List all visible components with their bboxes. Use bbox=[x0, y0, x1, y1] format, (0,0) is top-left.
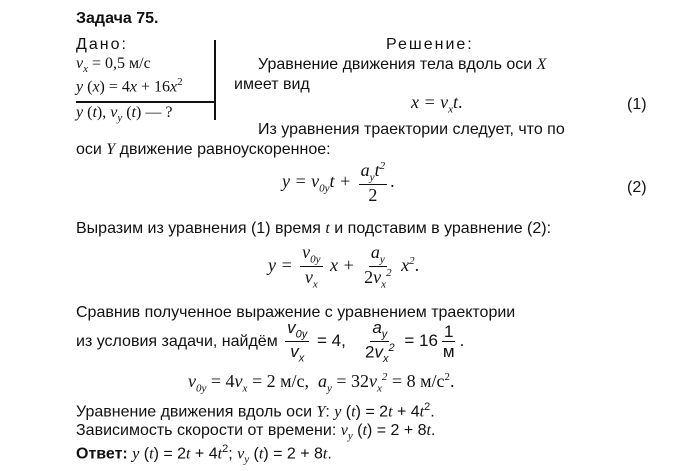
paragraph-1a: Уравнение движения тела вдоль оси X bbox=[258, 56, 547, 73]
equation-3: y = $\frac{v_{0y}}{v_x}$ x + $\frac{a_y}{2v_x^2}$ $x^2$. bbox=[268, 242, 420, 291]
equation-2: $y = v_{0y}t$ + $\frac{a_yt^2}{2}$ . bbox=[282, 160, 395, 206]
paragraph-2b: оси Y движение равноускоренное: bbox=[76, 141, 331, 158]
paragraph-3: Выразим из уравнения (1) время t и подставим в уравнение (2): bbox=[76, 220, 552, 237]
find-line: y (t), $v_y$ (t) — ? bbox=[76, 104, 173, 125]
answer-label: Ответ: bbox=[76, 445, 128, 463]
given-label: Дано: bbox=[76, 36, 128, 53]
equation-2-number: (2) bbox=[627, 179, 647, 196]
paragraph-1b: имеет вид bbox=[234, 76, 310, 93]
paragraph-4b: из условия задачи, найдём $\frac{v_{0y}}{v_x}$ = 4, $\frac{a_y}{2v_x^2}$ = 16 $\frac{1}{м}$ . bbox=[76, 318, 465, 366]
given-vertical-rule bbox=[214, 40, 216, 120]
solution-heading: Решение: bbox=[386, 36, 474, 53]
problem-title: Задача 75. bbox=[76, 10, 159, 27]
given-divider bbox=[76, 101, 215, 103]
given-velocity: $v_x = 0,5$ м/с bbox=[76, 55, 151, 76]
paragraph-2a: Из уравнения траектории следует, что по bbox=[258, 121, 565, 138]
line-velocity: Зависимость скорости от времени: $v_y$ (t) = 2 + 8t. bbox=[76, 422, 436, 443]
equation-1: $x = v_xt$. bbox=[411, 92, 463, 116]
line-motion-y: Уравнение движения вдоль оси Y: y $(t) = 2t + 4t^2$. bbox=[76, 401, 435, 421]
paragraph-4a: Сравнив полученное выражение с уравнением траектории bbox=[76, 304, 516, 321]
given-trajectory: y $(x) = 4x + 16x^2$ bbox=[76, 76, 183, 96]
answer-line: Ответ: y $(t) = 2t + 4t^2$; $v_y$ (t) = 2 + 8t. bbox=[76, 443, 332, 466]
equation-1-number: (1) bbox=[627, 96, 647, 113]
equation-4: $v_{0y} = 4v_x = 2$ м/с, $a_y = 32v_x^2 = 8$ $м/с^2$. bbox=[188, 371, 455, 395]
